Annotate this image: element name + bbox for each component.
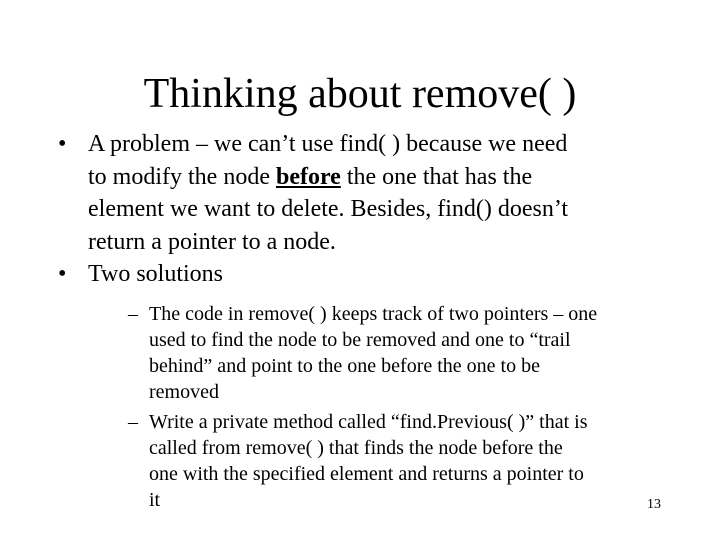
bullet-item-solutions (58, 258, 678, 511)
sub-bullet-list (128, 301, 720, 513)
bullet-line: return a pointer to a node. (88, 228, 336, 255)
sub-bullet-line: The code in remove( ) keeps track of two pointers – one (149, 302, 598, 325)
sub-bullet-marker: – (128, 302, 138, 325)
slide-title: Thinking about remove( ) (143, 71, 577, 117)
sub-bullet-line: it (149, 488, 161, 511)
sub-bullet-line: Write a private method called “find.Previous( )” that is (149, 410, 588, 433)
sub-bullet-line: behind” and point to the one before the one to be (149, 354, 540, 377)
bullet-line: to modify the node before the one that has the (88, 163, 533, 190)
sub-bullet-line: called from remove( ) that finds the node before the (149, 436, 563, 459)
slide-number: 13 (647, 497, 661, 512)
sub-bullet-marker: – (128, 410, 138, 433)
sub-bullet-item-trail-pointer (128, 301, 720, 405)
bullet-line: Two solutions (88, 261, 223, 287)
bullet-marker: • (58, 131, 67, 157)
sub-bullet-line: used to find the node to be removed and one to “trail (149, 328, 571, 351)
emphasized-word: before (275, 163, 341, 190)
sub-bullet-line: removed (149, 380, 219, 403)
bullet-line: A problem – we can’t use find( ) because we need (88, 131, 568, 157)
bullet-marker: • (58, 261, 67, 287)
sub-bullet-line: one with the specified element and returns a pointer to (149, 462, 584, 485)
bullet-line: element we want to delete. Besides, find() doesn’t (88, 196, 569, 222)
bullet-list (58, 128, 678, 511)
bullet-item-problem (58, 128, 678, 258)
sub-bullet-item-find-previous (128, 409, 720, 513)
